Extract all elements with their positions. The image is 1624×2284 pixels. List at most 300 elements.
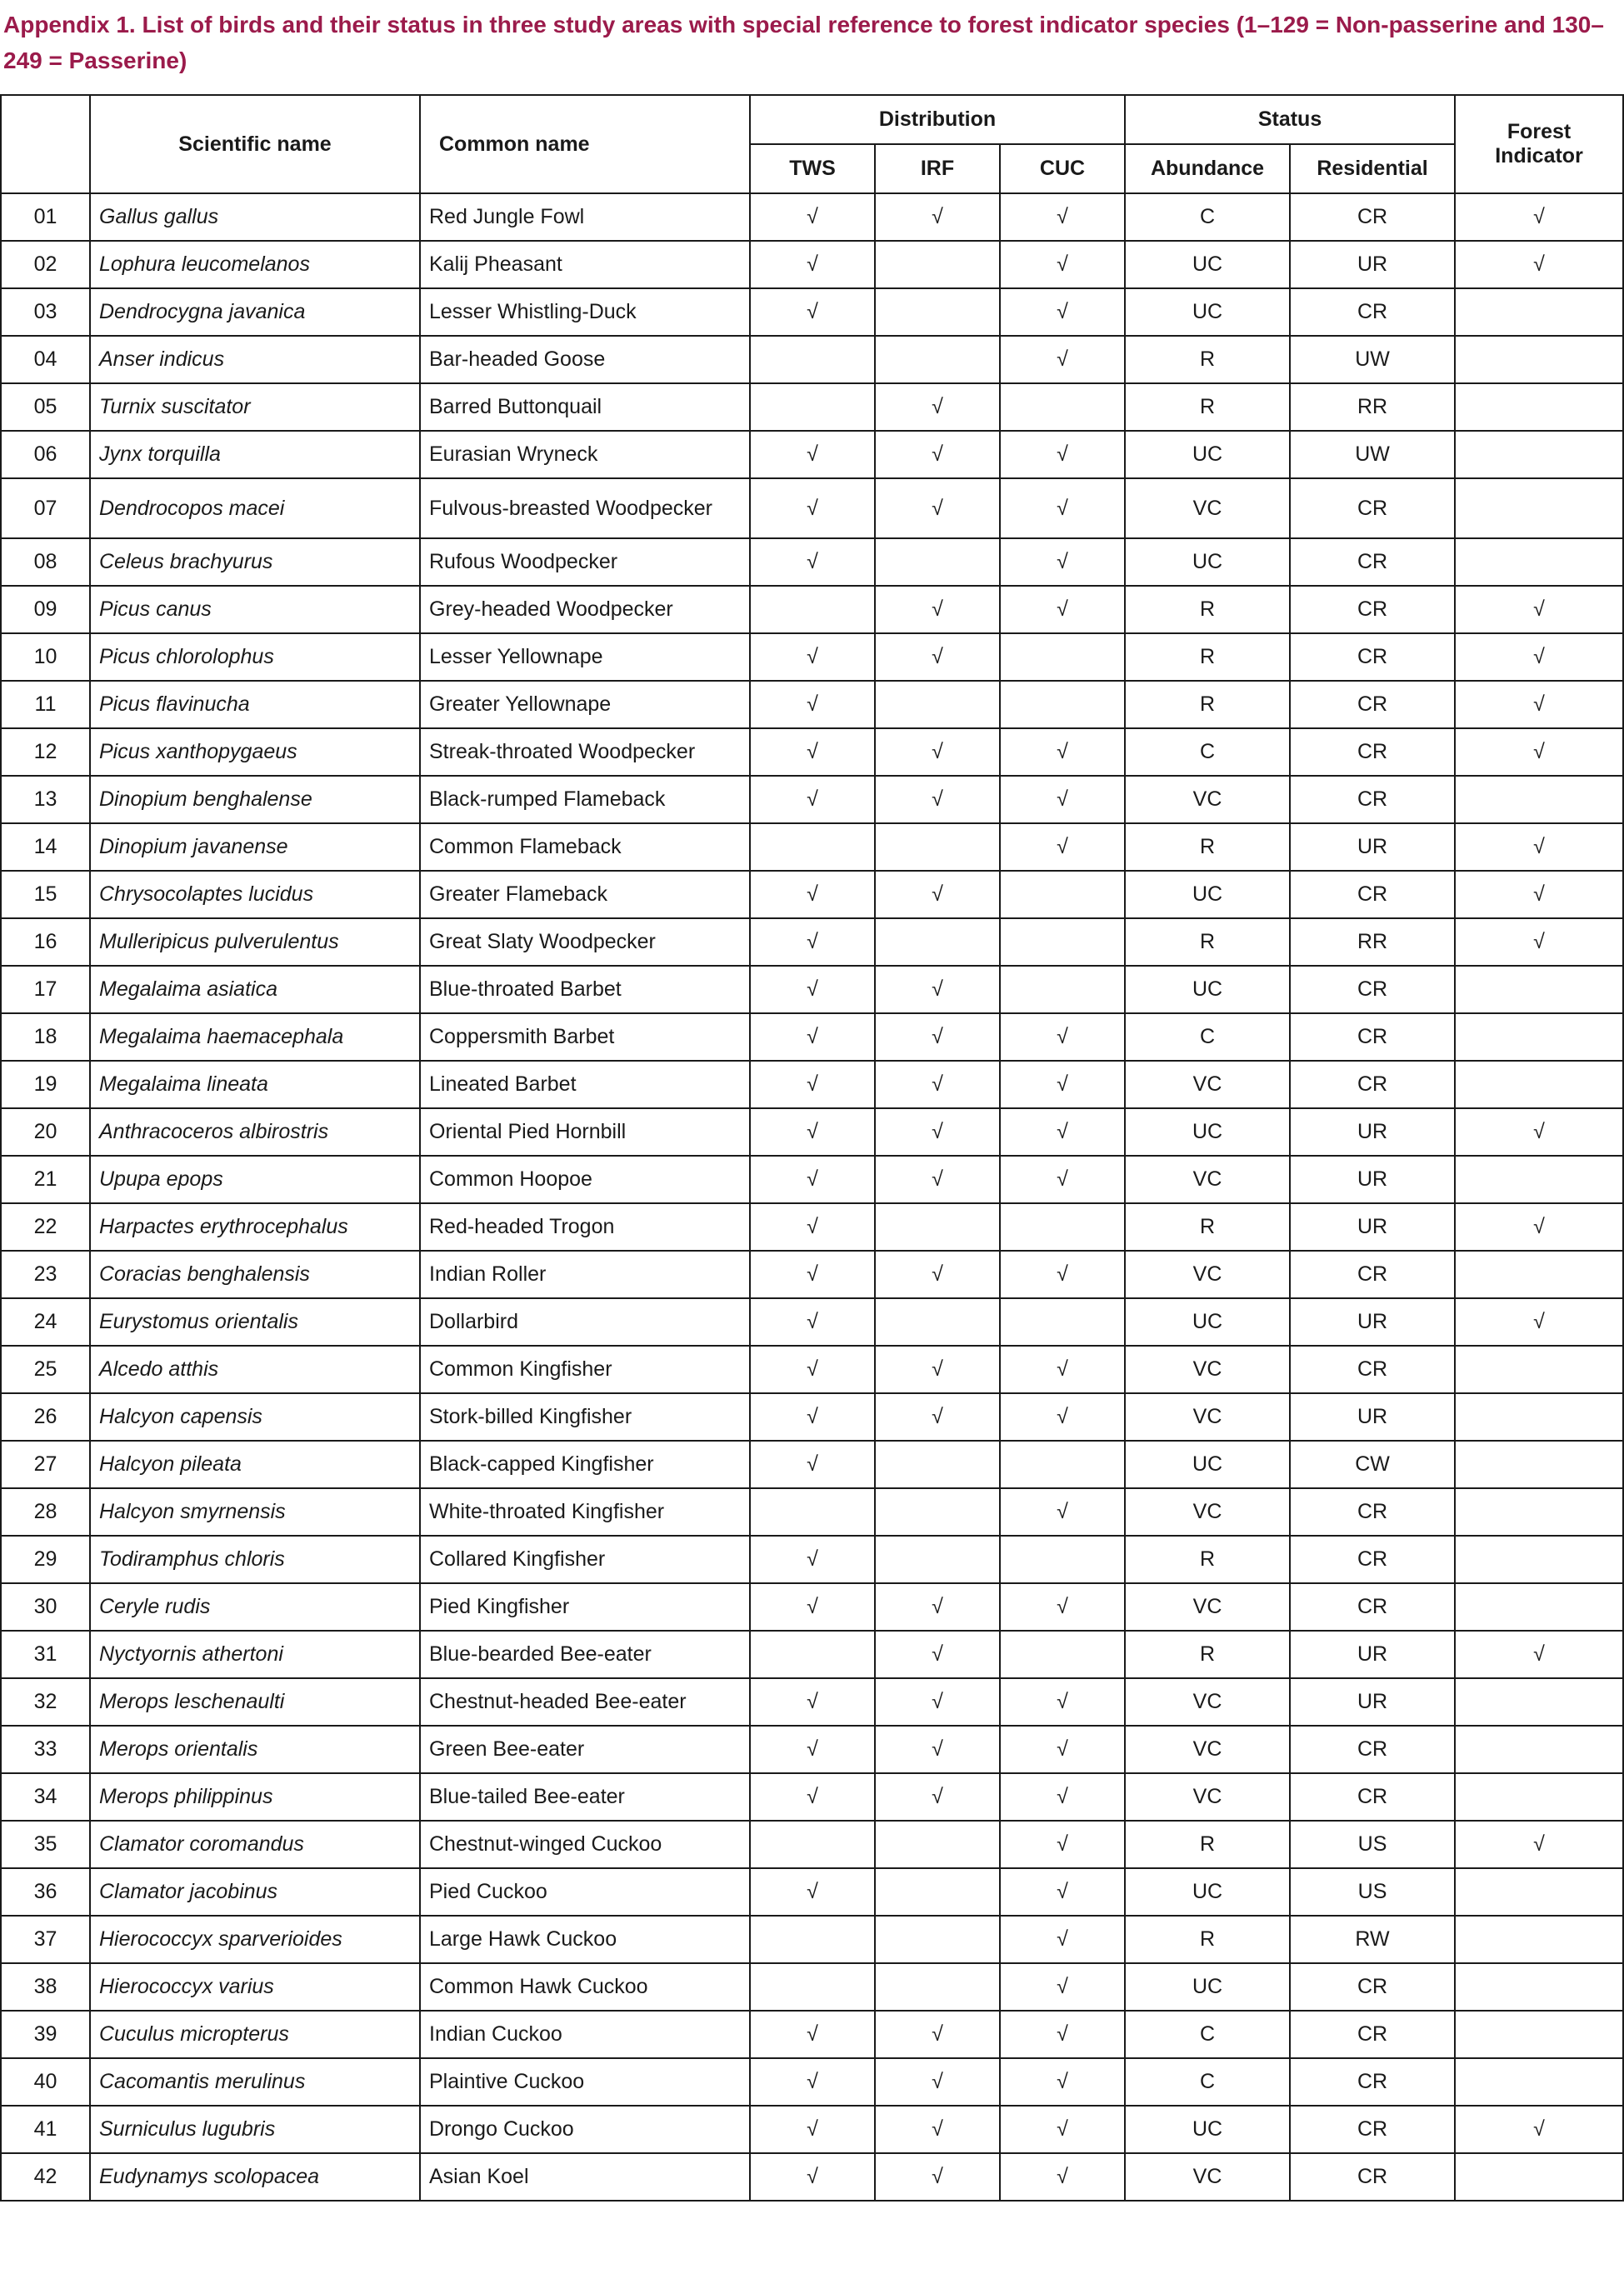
forest-indicator-cell: √ — [1455, 633, 1623, 681]
cuc-cell: √ — [1000, 1488, 1125, 1536]
cuc-cell: √ — [1000, 776, 1125, 823]
table-row — [1, 1393, 1623, 1441]
scientific-name-cell: Picus canus — [90, 586, 420, 633]
table-row — [1, 728, 1623, 776]
residential-cell: CR — [1290, 1061, 1455, 1108]
header-abundance: Abundance — [1125, 144, 1290, 193]
residential-cell: UW — [1290, 336, 1455, 383]
common-name-cell: Red-headed Trogon — [420, 1203, 750, 1251]
residential-cell: CR — [1290, 1346, 1455, 1393]
common-name-cell: Rufous Woodpecker — [420, 538, 750, 586]
abundance-cell: R — [1125, 336, 1290, 383]
common-name-cell: Drongo Cuckoo — [420, 2106, 750, 2153]
residential-cell: CR — [1290, 2011, 1455, 2058]
cuc-cell — [1000, 681, 1125, 728]
table-row — [1, 193, 1623, 241]
header-distribution: Distribution — [750, 95, 1125, 144]
forest-indicator-cell — [1455, 1726, 1623, 1773]
abundance-cell: VC — [1125, 1583, 1290, 1631]
abundance-cell: R — [1125, 633, 1290, 681]
table-row — [1, 1488, 1623, 1536]
cuc-cell: √ — [1000, 538, 1125, 586]
table-row — [1, 1298, 1623, 1346]
common-name-cell: Black-rumped Flameback — [420, 776, 750, 823]
table-row — [1, 1678, 1623, 1726]
forest-indicator-cell — [1455, 1678, 1623, 1726]
forest-indicator-cell: √ — [1455, 1631, 1623, 1678]
tws-cell: √ — [750, 478, 875, 538]
tws-cell: √ — [750, 681, 875, 728]
scientific-name-cell: Mulleripicus pulverulentus — [90, 918, 420, 966]
irf-cell: √ — [875, 1061, 1000, 1108]
table-row — [1, 871, 1623, 918]
scientific-name-cell: Hierococcyx varius — [90, 1963, 420, 2011]
irf-cell: √ — [875, 776, 1000, 823]
tws-cell — [750, 383, 875, 431]
cuc-cell: √ — [1000, 2011, 1125, 2058]
irf-cell: √ — [875, 1583, 1000, 1631]
irf-cell: √ — [875, 1346, 1000, 1393]
abundance-cell: R — [1125, 1203, 1290, 1251]
table-row — [1, 1536, 1623, 1583]
scientific-name-cell: Gallus gallus — [90, 193, 420, 241]
common-name-cell: Eurasian Wryneck — [420, 431, 750, 478]
cuc-cell — [1000, 1298, 1125, 1346]
forest-indicator-cell: √ — [1455, 193, 1623, 241]
tws-cell: √ — [750, 193, 875, 241]
scientific-name-cell: Dinopium benghalense — [90, 776, 420, 823]
scientific-name-cell: Lophura leucomelanos — [90, 241, 420, 288]
irf-cell: √ — [875, 431, 1000, 478]
scientific-name-cell: Picus chlorolophus — [90, 633, 420, 681]
row-number: 30 — [1, 1583, 90, 1631]
scientific-name-cell: Clamator jacobinus — [90, 1868, 420, 1916]
forest-indicator-cell — [1455, 1061, 1623, 1108]
abundance-cell: VC — [1125, 478, 1290, 538]
scientific-name-cell: Merops orientalis — [90, 1726, 420, 1773]
residential-cell: CR — [1290, 1536, 1455, 1583]
row-number: 12 — [1, 728, 90, 776]
row-number: 34 — [1, 1773, 90, 1821]
scientific-name-cell: Eurystomus orientalis — [90, 1298, 420, 1346]
residential-cell: CR — [1290, 2153, 1455, 2201]
abundance-cell: R — [1125, 1536, 1290, 1583]
residential-cell: UR — [1290, 1298, 1455, 1346]
row-number: 07 — [1, 478, 90, 538]
abundance-cell: C — [1125, 728, 1290, 776]
forest-indicator-cell — [1455, 336, 1623, 383]
common-name-cell: Common Hawk Cuckoo — [420, 1963, 750, 2011]
residential-cell: US — [1290, 1821, 1455, 1868]
residential-cell: UR — [1290, 1678, 1455, 1726]
common-name-cell: Lineated Barbet — [420, 1061, 750, 1108]
row-number: 03 — [1, 288, 90, 336]
abundance-cell: C — [1125, 193, 1290, 241]
residential-cell: CR — [1290, 193, 1455, 241]
scientific-name-cell: Ceryle rudis — [90, 1583, 420, 1631]
row-number: 28 — [1, 1488, 90, 1536]
table-row — [1, 633, 1623, 681]
bird-status-table — [0, 94, 1624, 2202]
scientific-name-cell: Merops leschenaulti — [90, 1678, 420, 1726]
row-number: 31 — [1, 1631, 90, 1678]
row-number: 36 — [1, 1868, 90, 1916]
scientific-name-cell: Cuculus micropterus — [90, 2011, 420, 2058]
residential-cell: CR — [1290, 1583, 1455, 1631]
forest-indicator-cell — [1455, 2011, 1623, 2058]
forest-indicator-cell — [1455, 288, 1623, 336]
tws-cell: √ — [750, 1251, 875, 1298]
abundance-cell: UC — [1125, 2106, 1290, 2153]
residential-cell: CR — [1290, 966, 1455, 1013]
common-name-cell: Lesser Yellownape — [420, 633, 750, 681]
residential-cell: CR — [1290, 2106, 1455, 2153]
tws-cell: √ — [750, 2153, 875, 2201]
irf-cell: √ — [875, 2106, 1000, 2153]
irf-cell: √ — [875, 1013, 1000, 1061]
tws-cell: √ — [750, 1868, 875, 1916]
row-number: 04 — [1, 336, 90, 383]
residential-cell: UR — [1290, 1156, 1455, 1203]
row-number: 14 — [1, 823, 90, 871]
scientific-name-cell: Alcedo atthis — [90, 1346, 420, 1393]
cuc-cell: √ — [1000, 336, 1125, 383]
abundance-cell: UC — [1125, 288, 1290, 336]
row-number: 10 — [1, 633, 90, 681]
irf-cell — [875, 1916, 1000, 1963]
residential-cell: CR — [1290, 288, 1455, 336]
tws-cell: √ — [750, 1108, 875, 1156]
table-row — [1, 538, 1623, 586]
residential-cell: UR — [1290, 1108, 1455, 1156]
cuc-cell: √ — [1000, 1013, 1125, 1061]
forest-indicator-cell — [1455, 966, 1623, 1013]
row-number: 40 — [1, 2058, 90, 2106]
tws-cell: √ — [750, 1061, 875, 1108]
header-irf: IRF — [875, 144, 1000, 193]
forest-indicator-cell — [1455, 538, 1623, 586]
irf-cell — [875, 288, 1000, 336]
tws-cell — [750, 823, 875, 871]
table-row — [1, 1156, 1623, 1203]
residential-cell: CR — [1290, 2058, 1455, 2106]
abundance-cell: VC — [1125, 1488, 1290, 1536]
scientific-name-cell: Picus xanthopygaeus — [90, 728, 420, 776]
residential-cell: RR — [1290, 918, 1455, 966]
forest-indicator-cell — [1455, 1583, 1623, 1631]
common-name-cell: Fulvous-breasted Woodpecker — [420, 478, 750, 538]
tws-cell: √ — [750, 776, 875, 823]
common-name-cell: Asian Koel — [420, 2153, 750, 2201]
cuc-cell: √ — [1000, 288, 1125, 336]
table-row — [1, 1916, 1623, 1963]
cuc-cell: √ — [1000, 2106, 1125, 2153]
abundance-cell: VC — [1125, 1251, 1290, 1298]
tws-cell — [750, 1916, 875, 1963]
table-row — [1, 1061, 1623, 1108]
tws-cell: √ — [750, 918, 875, 966]
residential-cell: UR — [1290, 823, 1455, 871]
forest-indicator-cell — [1455, 1536, 1623, 1583]
abundance-cell: UC — [1125, 1108, 1290, 1156]
forest-indicator-cell — [1455, 1916, 1623, 1963]
forest-indicator-cell: √ — [1455, 728, 1623, 776]
cuc-cell: √ — [1000, 1393, 1125, 1441]
cuc-cell: √ — [1000, 1251, 1125, 1298]
forest-indicator-cell — [1455, 1868, 1623, 1916]
residential-cell: UW — [1290, 431, 1455, 478]
common-name-cell: Plaintive Cuckoo — [420, 2058, 750, 2106]
row-number: 32 — [1, 1678, 90, 1726]
residential-cell: CR — [1290, 681, 1455, 728]
row-number: 18 — [1, 1013, 90, 1061]
forest-indicator-cell: √ — [1455, 1298, 1623, 1346]
row-number: 42 — [1, 2153, 90, 2201]
abundance-cell: R — [1125, 1821, 1290, 1868]
common-name-cell: Pied Kingfisher — [420, 1583, 750, 1631]
table-row — [1, 823, 1623, 871]
header-cuc: CUC — [1000, 144, 1125, 193]
tws-cell: √ — [750, 538, 875, 586]
abundance-cell: R — [1125, 823, 1290, 871]
common-name-cell: Green Bee-eater — [420, 1726, 750, 1773]
row-number: 24 — [1, 1298, 90, 1346]
scientific-name-cell: Todiramphus chloris — [90, 1536, 420, 1583]
cuc-cell: √ — [1000, 1963, 1125, 2011]
forest-indicator-cell: √ — [1455, 823, 1623, 871]
table-row — [1, 586, 1623, 633]
residential-cell: CR — [1290, 1251, 1455, 1298]
residential-cell: CR — [1290, 538, 1455, 586]
tws-cell: √ — [750, 288, 875, 336]
irf-cell — [875, 336, 1000, 383]
tws-cell: √ — [750, 2106, 875, 2153]
tws-cell: √ — [750, 633, 875, 681]
abundance-cell: R — [1125, 918, 1290, 966]
scientific-name-cell: Celeus brachyurus — [90, 538, 420, 586]
row-number: 22 — [1, 1203, 90, 1251]
scientific-name-cell: Surniculus lugubris — [90, 2106, 420, 2153]
cuc-cell: √ — [1000, 2058, 1125, 2106]
forest-indicator-cell — [1455, 1393, 1623, 1441]
common-name-cell: Collared Kingfisher — [420, 1536, 750, 1583]
abundance-cell: VC — [1125, 1061, 1290, 1108]
irf-cell — [875, 1488, 1000, 1536]
scientific-name-cell: Chrysocolaptes lucidus — [90, 871, 420, 918]
scientific-name-cell: Megalaima haemacephala — [90, 1013, 420, 1061]
abundance-cell: C — [1125, 1013, 1290, 1061]
residential-cell: UR — [1290, 241, 1455, 288]
irf-cell — [875, 1298, 1000, 1346]
residential-cell: RW — [1290, 1916, 1455, 1963]
scientific-name-cell: Megalaima asiatica — [90, 966, 420, 1013]
abundance-cell: R — [1125, 681, 1290, 728]
scientific-name-cell: Upupa epops — [90, 1156, 420, 1203]
cuc-cell — [1000, 918, 1125, 966]
common-name-cell: Indian Roller — [420, 1251, 750, 1298]
abundance-cell: UC — [1125, 1441, 1290, 1488]
table-row — [1, 2153, 1623, 2201]
tws-cell — [750, 586, 875, 633]
cuc-cell: √ — [1000, 2153, 1125, 2201]
row-number: 11 — [1, 681, 90, 728]
table-caption: Appendix 1. List of birds and their status in three study areas with special reference to forest indicator species (1–129 = Non-passerine and 130–249 = Passerine) — [3, 12, 1604, 73]
cuc-cell: √ — [1000, 1678, 1125, 1726]
table-row — [1, 1868, 1623, 1916]
forest-indicator-cell — [1455, 1156, 1623, 1203]
row-number: 21 — [1, 1156, 90, 1203]
irf-cell: √ — [875, 2153, 1000, 2201]
common-name-cell: Chestnut-headed Bee-eater — [420, 1678, 750, 1726]
table-row — [1, 2058, 1623, 2106]
cuc-cell — [1000, 871, 1125, 918]
cuc-cell — [1000, 1631, 1125, 1678]
table-row — [1, 1963, 1623, 2011]
abundance-cell: UC — [1125, 966, 1290, 1013]
row-number: 19 — [1, 1061, 90, 1108]
scientific-name-cell: Harpactes erythrocephalus — [90, 1203, 420, 1251]
irf-cell: √ — [875, 383, 1000, 431]
abundance-cell: VC — [1125, 2153, 1290, 2201]
common-name-cell: Dollarbird — [420, 1298, 750, 1346]
residential-cell: CR — [1290, 871, 1455, 918]
cuc-cell: √ — [1000, 241, 1125, 288]
tws-cell: √ — [750, 431, 875, 478]
cuc-cell — [1000, 1536, 1125, 1583]
row-number: 20 — [1, 1108, 90, 1156]
irf-cell: √ — [875, 193, 1000, 241]
row-number: 37 — [1, 1916, 90, 1963]
row-number: 27 — [1, 1441, 90, 1488]
row-number: 06 — [1, 431, 90, 478]
common-name-cell: Grey-headed Woodpecker — [420, 586, 750, 633]
abundance-cell: VC — [1125, 1678, 1290, 1726]
table-row — [1, 2011, 1623, 2058]
row-number: 25 — [1, 1346, 90, 1393]
residential-cell: CR — [1290, 728, 1455, 776]
tws-cell: √ — [750, 2011, 875, 2058]
irf-cell: √ — [875, 871, 1000, 918]
abundance-cell: UC — [1125, 538, 1290, 586]
tws-cell: √ — [750, 1441, 875, 1488]
common-name-cell: White-throated Kingfisher — [420, 1488, 750, 1536]
tws-cell: √ — [750, 1773, 875, 1821]
irf-cell: √ — [875, 1156, 1000, 1203]
forest-indicator-cell — [1455, 776, 1623, 823]
scientific-name-cell: Eudynamys scolopacea — [90, 2153, 420, 2201]
irf-cell — [875, 1821, 1000, 1868]
table-row — [1, 681, 1623, 728]
row-number: 16 — [1, 918, 90, 966]
common-name-cell: Lesser Whistling-Duck — [420, 288, 750, 336]
irf-cell: √ — [875, 2011, 1000, 2058]
forest-indicator-cell: √ — [1455, 1203, 1623, 1251]
table-row — [1, 241, 1623, 288]
residential-cell: CR — [1290, 478, 1455, 538]
tws-cell — [750, 1821, 875, 1868]
common-name-cell: Greater Flameback — [420, 871, 750, 918]
common-name-cell: Barred Buttonquail — [420, 383, 750, 431]
irf-cell — [875, 1441, 1000, 1488]
cuc-cell: √ — [1000, 478, 1125, 538]
tws-cell: √ — [750, 1013, 875, 1061]
abundance-cell: UC — [1125, 871, 1290, 918]
scientific-name-cell: Picus flavinucha — [90, 681, 420, 728]
tws-cell: √ — [750, 1393, 875, 1441]
scientific-name-cell: Coracias benghalensis — [90, 1251, 420, 1298]
tws-cell — [750, 336, 875, 383]
cuc-cell: √ — [1000, 1583, 1125, 1631]
irf-cell: √ — [875, 1108, 1000, 1156]
scientific-name-cell: Dendrocygna javanica — [90, 288, 420, 336]
tws-cell: √ — [750, 1203, 875, 1251]
scientific-name-cell: Anser indicus — [90, 336, 420, 383]
irf-cell: √ — [875, 1773, 1000, 1821]
tws-cell — [750, 1631, 875, 1678]
row-number: 26 — [1, 1393, 90, 1441]
row-number: 17 — [1, 966, 90, 1013]
header-number — [1, 95, 90, 193]
abundance-cell: R — [1125, 1916, 1290, 1963]
irf-cell — [875, 1203, 1000, 1251]
common-name-cell: Blue-bearded Bee-eater — [420, 1631, 750, 1678]
cuc-cell: √ — [1000, 1868, 1125, 1916]
tws-cell: √ — [750, 1726, 875, 1773]
tws-cell — [750, 1488, 875, 1536]
common-name-cell: Greater Yellownape — [420, 681, 750, 728]
common-name-cell: Great Slaty Woodpecker — [420, 918, 750, 966]
table-row — [1, 1013, 1623, 1061]
tws-cell: √ — [750, 1346, 875, 1393]
cuc-cell: √ — [1000, 1726, 1125, 1773]
header-status: Status — [1125, 95, 1455, 144]
row-number: 02 — [1, 241, 90, 288]
forest-indicator-cell — [1455, 2153, 1623, 2201]
irf-cell: √ — [875, 1631, 1000, 1678]
forest-indicator-cell: √ — [1455, 1821, 1623, 1868]
cuc-cell: √ — [1000, 193, 1125, 241]
table-row — [1, 478, 1623, 538]
residential-cell: CR — [1290, 1488, 1455, 1536]
cuc-cell — [1000, 1441, 1125, 1488]
table-row — [1, 288, 1623, 336]
tws-cell: √ — [750, 1583, 875, 1631]
forest-indicator-cell — [1455, 1773, 1623, 1821]
scientific-name-cell: Dendrocopos macei — [90, 478, 420, 538]
forest-indicator-cell: √ — [1455, 586, 1623, 633]
table-row — [1, 383, 1623, 431]
scientific-name-cell: Halcyon smyrnensis — [90, 1488, 420, 1536]
common-name-cell: Streak-throated Woodpecker — [420, 728, 750, 776]
irf-cell: √ — [875, 2058, 1000, 2106]
cuc-cell: √ — [1000, 1916, 1125, 1963]
tws-cell: √ — [750, 241, 875, 288]
abundance-cell: R — [1125, 1631, 1290, 1678]
irf-cell — [875, 1963, 1000, 2011]
abundance-cell: R — [1125, 383, 1290, 431]
scientific-name-cell: Megalaima lineata — [90, 1061, 420, 1108]
abundance-cell: UC — [1125, 431, 1290, 478]
table-row — [1, 1773, 1623, 1821]
header-common-name: Common name — [420, 95, 750, 193]
cuc-cell: √ — [1000, 823, 1125, 871]
row-number: 15 — [1, 871, 90, 918]
tws-cell: √ — [750, 1678, 875, 1726]
scientific-name-cell: Nyctyornis athertoni — [90, 1631, 420, 1678]
abundance-cell: UC — [1125, 1868, 1290, 1916]
table-row — [1, 918, 1623, 966]
irf-cell: √ — [875, 1726, 1000, 1773]
